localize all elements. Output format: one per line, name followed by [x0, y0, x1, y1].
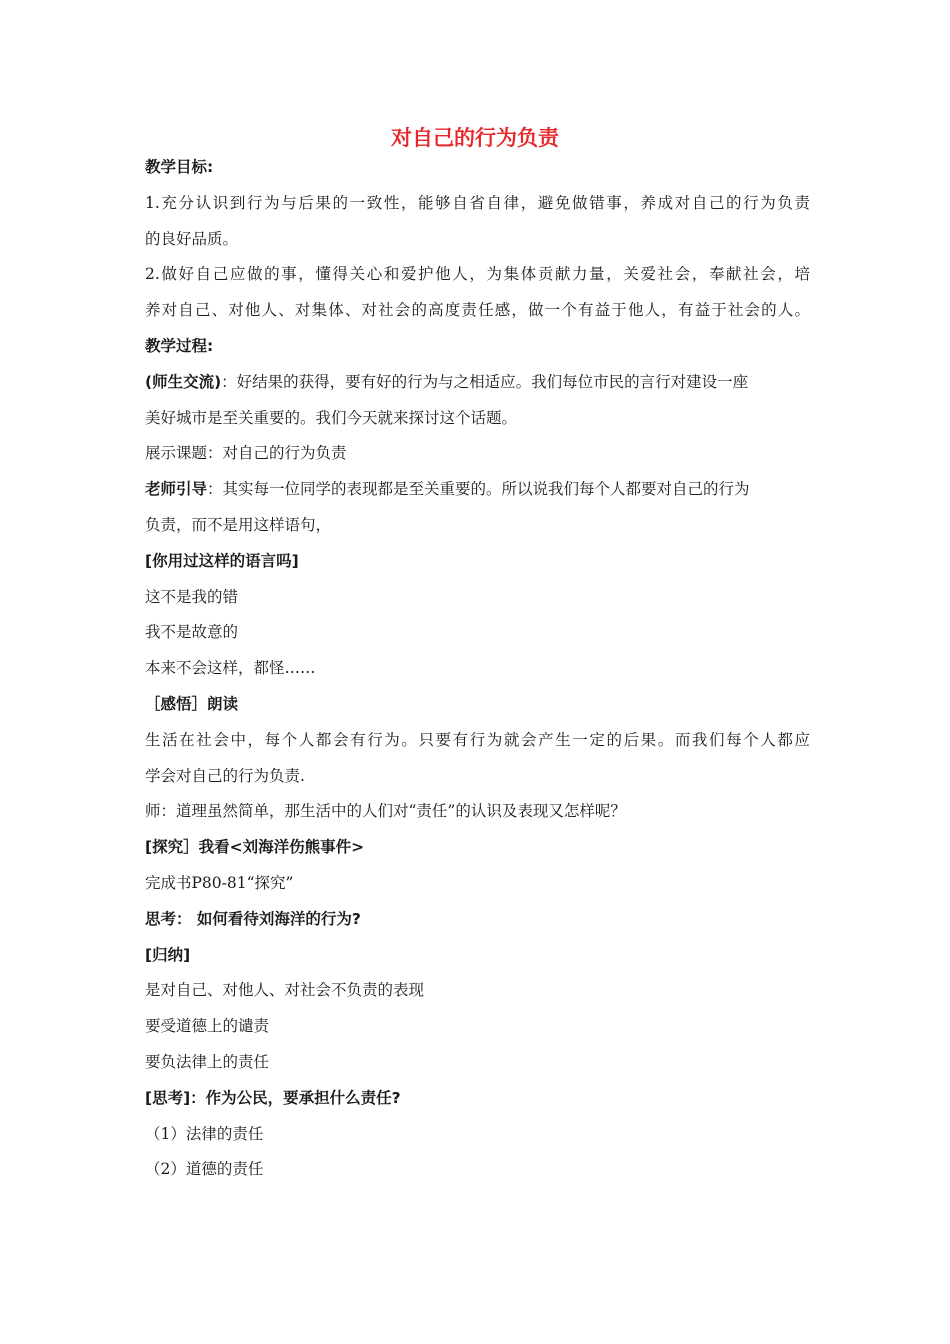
paragraph-line: 学会对自己的行为负责.	[145, 766, 305, 785]
label-teacher-guidance: 老师引导	[145, 480, 208, 499]
document-title: 对自己的行为负责	[391, 126, 559, 150]
list-item: （2）道德的责任	[145, 1160, 264, 1179]
section-heading: [你用过这样的语言吗]	[145, 551, 299, 570]
paragraph-text: ：好结果的获得，要有好的行为与之相适应。我们每位市民的言行对建设一座	[221, 372, 749, 391]
paragraph-line: 负责，而不是用这样语句，	[145, 515, 332, 534]
paragraph-text: ：其实每一位同学的表现都是至关重要的。所以说我们每个人都要对自己的行为	[207, 480, 750, 499]
paragraph-line: 养对自己、对他人、对集体、对社会的高度责任感，做一个有益于他人，有益于社会的人。	[145, 301, 810, 320]
heading-teaching-goals: 教学目标:	[145, 158, 214, 176]
list-item: 要负法律上的责任	[145, 1052, 270, 1071]
list-item: 这不是我的错	[145, 587, 239, 606]
paragraph-line: 1.充分认识到行为与后果的一致性，能够自省自律，避免做错事，养成对自己的行为负责	[145, 193, 810, 212]
document-body	[145, 150, 810, 1188]
list-item: 本来不会这样，都怪……	[145, 659, 316, 678]
label-teacher-student-exchange: (师生交流)	[145, 372, 222, 391]
list-item: （1）法律的责任	[145, 1124, 264, 1143]
section-heading: [探究］我看<刘海洋伤熊事件>	[145, 838, 365, 857]
list-item: 我不是故意的	[145, 623, 239, 642]
paragraph-line	[145, 365, 810, 401]
paragraph-line: 的良好品质。	[145, 229, 239, 248]
paragraph-line: 美好城市是至关重要的。我们今天就来探讨这个话题。	[145, 408, 518, 427]
section-heading: ［感悟］朗读	[145, 694, 239, 713]
section-heading: 思考： 如何看待刘海洋的行为?	[145, 909, 361, 928]
list-item: 要受道德上的谴责	[145, 1017, 270, 1036]
heading-teaching-process: 教学过程:	[145, 336, 214, 355]
paragraph-line: 展示课题：对自己的行为负责	[145, 444, 347, 463]
paragraph-line	[145, 472, 810, 508]
section-heading: [思考]：作为公民，要承担什么责任?	[145, 1088, 401, 1107]
paragraph-line: 生活在社会中，每个人都会有行为。只要有行为就会产生一定的后果。而我们每个人都应	[145, 730, 810, 749]
paragraph-line: 2.做好自己应做的事，懂得关心和爱护他人，为集体贡献力量，关爱社会，奉献社会，培	[145, 265, 810, 284]
paragraph-line: 完成书P80-81“探究”	[145, 873, 294, 892]
section-heading: [归纳]	[145, 945, 191, 964]
paragraph-line: 师：道理虽然简单，那生活中的人们对“责任”的认识及表现又怎样呢？	[145, 802, 626, 821]
list-item: 是对自己、对他人、对社会不负责的表现	[145, 981, 425, 1000]
